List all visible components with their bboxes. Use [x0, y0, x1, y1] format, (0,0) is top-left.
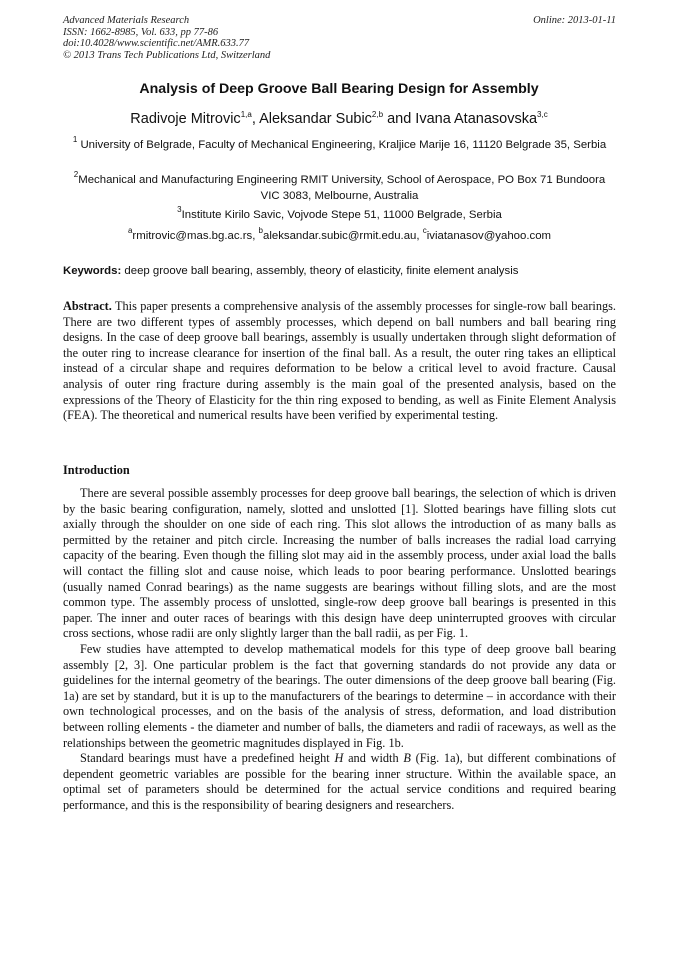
email-link[interactable]: aleksandar.subic@rmit.edu.au: [263, 230, 417, 242]
introduction-body: [63, 486, 616, 813]
abstract: [63, 299, 616, 424]
affiliation-1: $^1$ University of Belgrade, Faculty of Mechanical Engineering, Kraljice Marije 16, 11120 Belgrade 35, Serbia: [72, 135, 607, 151]
abstract-text: This paper presents a comprehensive analysis of the assembly processes for single-row ball bearings. There are two different types of assembly processes, which depend on ball numbers and ball bearing ring designs. In the case of deep groove ball bearings, assembly is usually undertaken through slight deformation of the outer ring to increase clearance for insertion of the final ball. As a result, the outer ring takes an elliptical instead of a circular shape and requires deformation to be below a critical level to avoid fracture. Causal analysis of outer ring fracture during assembly is the main goal of the presented analysis, based on the expressions of the Theory of Elasticity for the thin ring exposed to bending, as well as Finite Element Analysis (FEA). The theoretical and numerical results have been verified by experimental testing.: [63, 299, 616, 423]
abstract-label: Abstract.: [63, 299, 112, 313]
issn-line: ISSN: 1662-8985, Vol. 633, pp 77-86: [63, 26, 219, 38]
journal-name: Advanced Materials Research: [63, 15, 190, 26]
section-heading-introduction: Introduction: [63, 463, 130, 477]
online-date: Online: 2013-01-11: [533, 15, 616, 26]
email-list: $^a$rmitrovic@mas.bg.ac.rs, $^b$aleksandar.subic@rmit.edu.au, $^c$iviatanasov@yahoo.com: [127, 226, 552, 242]
paragraph: Standard bearings must have a predefined height H and width B (Fig. 1a), but different combinations of dependent geometric variables are possible for the bearing inner structure. Within the available space, an optimal set of parameters should be determined for the actual service conditions and required bearing performance, and this is the responsibility of bearing designers and researchers.: [63, 751, 616, 812]
doi-line[interactable]: doi:10.4028/www.scientific.net/AMR.633.77: [63, 38, 250, 50]
author-sup: 1,a: [240, 110, 252, 119]
author-name: Ivana Atanasovska: [415, 111, 538, 127]
paper-title: Analysis of Deep Groove Ball Bearing Design for Assembly: [139, 81, 539, 97]
affiliation-3: $^3$Institute Kirilo Savic, Vojvode Stepe 51, 11000 Belgrade, Serbia: [177, 205, 502, 221]
author-sup: 3,c: [537, 110, 548, 119]
email-link[interactable]: rmitrovic@mas.bg.ac.rs: [132, 230, 253, 242]
author-name: Radivoje Mitrovic: [130, 111, 241, 127]
journal-header: [63, 15, 616, 61]
keywords-text: deep groove ball bearing, assembly, theory of elasticity, finite element analysis: [121, 265, 519, 277]
keywords: [63, 265, 616, 277]
author-list: Radivoje Mitrovic$^{1,a}$, Aleksandar Subic$^{2,b}$ and Ivana Atanasovska$^{3,c}$: [130, 110, 548, 127]
author-name: Aleksandar Subic: [259, 111, 372, 127]
paragraph: Few studies have attempted to develop mathematical models for this type of deep groove ball bearing assembly [2, 3]. One particular problem is the fact that governing standards do not provide any data or guidelines for the internal geometry of the bearings. The outer dimensions of the deep groove ball bearing (Fig. 1a) are set by standard, but it is up to the manufacturers of the bearings to determine – in accordance with their own technological processes, and on the basis of the analysis of stress, deformation, and load distribution between rolling elements - the diameter and number of balls, the diameters and radii of raceways, as well as the relationships between the geometric magnitudes displayed in Fig. 1b.: [63, 641, 616, 750]
paragraph: There are several possible assembly processes for deep groove ball bearings, the selection of which is driven by the basic bearing configuration, namely, slotted and unslotted [1]. Slotted bearings have filling slots cut axially through the shoulder on one side of each ring. This slot allows the introduction of as many balls as permitted by the retainer and pitch circle. Increasing the number of balls increases the radial load carrying capacity of the bearing. Even though the filling slot may aid in the assembly process, under axial load the balls will contact the filling slot and cause noise, which leads to poor bearing performance. Unslotted bearings (usually named Conrad bearings) as the name suggests are bearings without filling slots, and are the most common type. The assembly process of unslotted, single-row deep groove ball bearings is presented in this paper. The inner and outer races of bearings with this design have deep uninterrupted grooves with circular cross sections, whose radii are only slightly larger than the ball radii, as per Fig. 1.: [63, 486, 616, 641]
author-sup: 2,b: [371, 110, 384, 119]
email-link[interactable]: iviatanasov@yahoo.com: [426, 230, 552, 242]
copyright-line: © 2013 Trans Tech Publications Ltd, Switzerland: [63, 49, 271, 61]
affiliation-2: $^2$Mechanical and Manufacturing Engineering RMIT University, School of Aerospace, PO Box 71 Bundoora VIC 3083, Melbourne, Australia: [73, 170, 606, 202]
keywords-label: Keywords:: [63, 265, 122, 277]
